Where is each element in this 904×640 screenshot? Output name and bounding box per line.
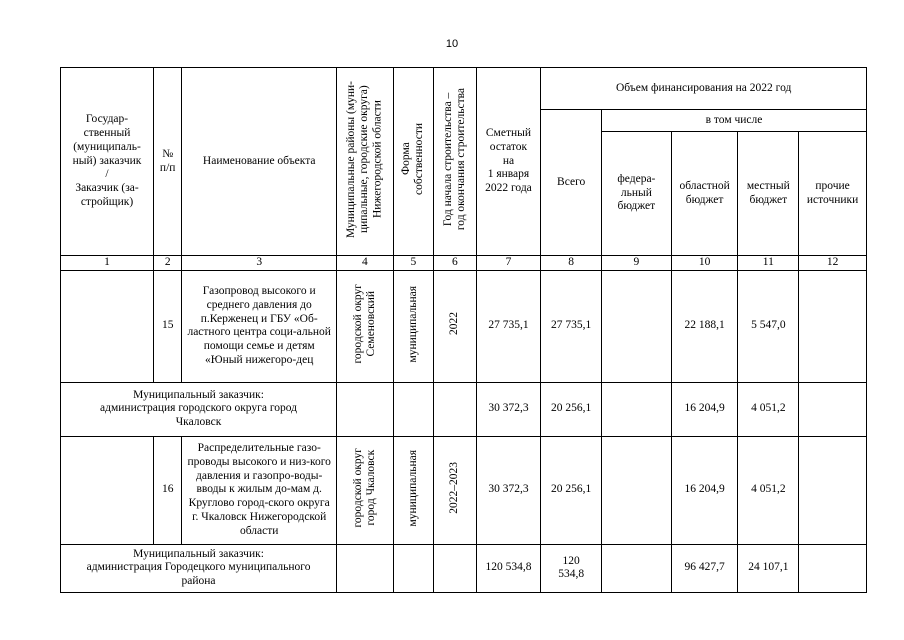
column-number: 5	[393, 256, 433, 271]
page-number: 10	[445, 38, 459, 50]
table-row	[61, 270, 867, 382]
cell-total: 20 256,1	[541, 436, 602, 544]
column-number: 4	[337, 256, 394, 271]
header-estimate: Сметный остаток на 1 января 2022 года	[476, 68, 541, 256]
column-number: 11	[738, 256, 799, 271]
cell-ownership: муниципальная	[393, 270, 433, 382]
cell-other	[799, 544, 867, 592]
cell-local: 5 547,0	[738, 270, 799, 382]
cell-municipality	[337, 382, 394, 436]
header-financing-volume: Объем финансирования на 2022 год	[541, 68, 867, 110]
column-number: 2	[154, 256, 182, 271]
cell-local: 4 051,2	[738, 436, 799, 544]
cell-ownership	[393, 544, 433, 592]
header-local: местный бюджет	[738, 132, 799, 256]
cell-customer-summary: Муниципальный заказчик: администрация Городецкого муниципального района	[61, 544, 337, 592]
cell-regional: 96 427,7	[671, 544, 738, 592]
column-number: 10	[671, 256, 738, 271]
header-federal: федера- льный бюджет	[601, 132, 671, 256]
cell-federal	[601, 382, 671, 436]
cell-local: 4 051,2	[738, 382, 799, 436]
column-numbers-row	[61, 256, 867, 271]
cell-customer-summary: Муниципальный заказчик: администрация городского округа город Чкаловск	[61, 382, 337, 436]
cell-federal	[601, 544, 671, 592]
cell-ownership	[393, 382, 433, 436]
column-number: 7	[476, 256, 541, 271]
cell-federal	[601, 270, 671, 382]
cell-estimate: 30 372,3	[476, 382, 541, 436]
header-total: Всего	[541, 110, 602, 256]
cell-years	[434, 382, 476, 436]
cell-municipality	[337, 544, 394, 592]
cell-object-name: Распределительные газо-проводы высокого и низ-кого давления и газопро-воды-вводы к жилым до-мам д. Круглово город-ского округа г. Чкаловск Нижегородской области	[182, 436, 337, 544]
column-number: 9	[601, 256, 671, 271]
cell-total: 20 256,1	[541, 382, 602, 436]
table-row	[61, 544, 867, 592]
cell-estimate: 30 372,3	[476, 436, 541, 544]
column-number: 6	[434, 256, 476, 271]
cell-other	[799, 436, 867, 544]
cell-object-name: Газопровод высокого и среднего давления до п.Керженец и ГБУ «Об-ластного центра соци-альной помощи семье и детям «Юный нижегоро-дец	[182, 270, 337, 382]
table-row	[61, 436, 867, 544]
cell-total: 120 534,8	[541, 544, 602, 592]
cell-years: 2022–2023	[434, 436, 476, 544]
column-number: 3	[182, 256, 337, 271]
header-other: прочие источники	[799, 132, 867, 256]
header-customer: Государ- ственный (муниципаль- ный) заказчик / Заказчик (за- стройщик)	[61, 68, 154, 256]
cell-customer	[61, 436, 154, 544]
header-regional: областной бюджет	[671, 132, 738, 256]
cell-estimate: 27 735,1	[476, 270, 541, 382]
cell-number: 15	[154, 270, 182, 382]
cell-customer	[61, 270, 154, 382]
cell-municipality: городской округ Семеновский	[337, 270, 394, 382]
cell-local: 24 107,1	[738, 544, 799, 592]
cell-ownership: муниципальная	[393, 436, 433, 544]
header-years: Год начала строительства – год окончания строительства	[434, 68, 476, 256]
column-number: 8	[541, 256, 602, 271]
cell-total: 27 735,1	[541, 270, 602, 382]
column-number: 12	[799, 256, 867, 271]
cell-regional: 22 188,1	[671, 270, 738, 382]
header-including: в том числе	[601, 110, 866, 132]
header-municipality: Муниципальные районы (муни- ципальные, городские округа) Нижегородской области	[337, 68, 394, 256]
cell-estimate: 120 534,8	[476, 544, 541, 592]
header-object-name: Наименование объекта	[182, 68, 337, 256]
cell-regional: 16 204,9	[671, 436, 738, 544]
cell-municipality: городской округ город Чкаловск	[337, 436, 394, 544]
cell-number: 16	[154, 436, 182, 544]
cell-federal	[601, 436, 671, 544]
column-number: 1	[61, 256, 154, 271]
header-ownership: Форма собственности	[393, 68, 433, 256]
cell-regional: 16 204,9	[671, 382, 738, 436]
cell-other	[799, 382, 867, 436]
cell-years: 2022	[434, 270, 476, 382]
table-row	[61, 382, 867, 436]
financing-table	[60, 67, 867, 593]
header-number: № п/п	[154, 68, 182, 256]
cell-years	[434, 544, 476, 592]
cell-other	[799, 270, 867, 382]
